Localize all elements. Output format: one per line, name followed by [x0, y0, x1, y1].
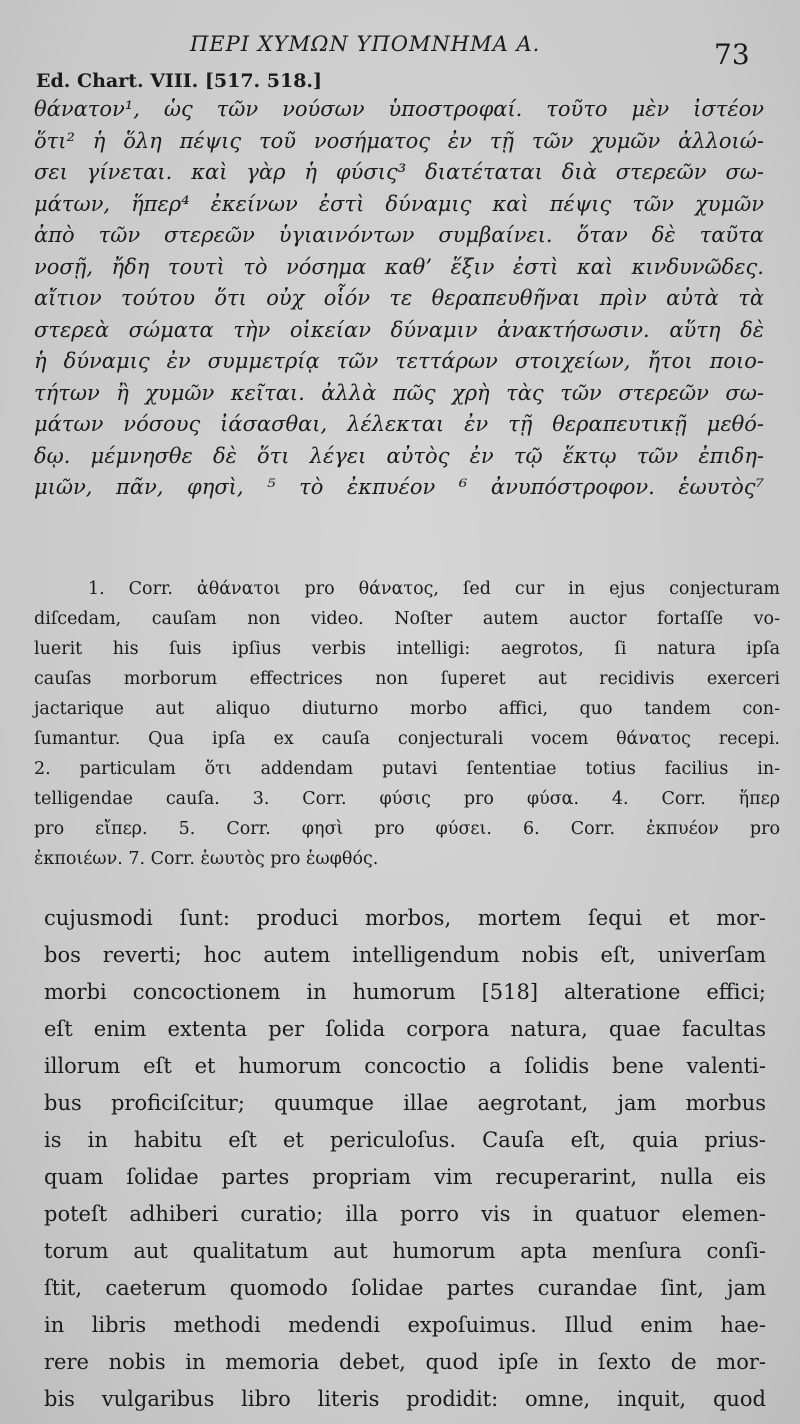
latin-line: morbi concoctionem in humorum [518] alteratione effici;: [44, 980, 766, 1004]
latin-line: bus proficiſcitur; quumque illae aegrotant, jam morbus: [44, 1091, 766, 1115]
greek-line: μάτων νόσους ἰάσασθαι, λέλεκται ἐν τῇ θεραπευτικῇ μεθό-: [34, 412, 764, 436]
page-number: 73: [714, 38, 750, 71]
greek-line: ἡ δύναμις ἐν συμμετρίᾳ τῶν τεττάρων στοιχείων, ἤτοι ποιο-: [34, 349, 764, 373]
running-title: ΠΕΡΙ ΧΥΜΩΝ ΥΠΟΜΝΗΜΑ Α.: [190, 32, 541, 56]
latin-line: bis vulgaribus libro literis prodidit: omne, inquit, quod: [44, 1387, 766, 1411]
footnote-line: diſcedam, cauſam non video. Noſter autem auctor fortaſſe vo-: [34, 609, 780, 629]
greek-line: δῳ. μέμνησθε δὲ ὅτι λέγει αὐτὸς ἐν τῷ ἕκτῳ τῶν ἐπιδη-: [34, 443, 764, 468]
greek-line: θάνατον¹, ὡς τῶν νούσων ὑποστροφαί. τοῦτο μὲν ἰστέον: [34, 97, 764, 121]
latin-line: cujusmodi ſunt: produci morbos, mortem ſequi et mor-: [44, 906, 766, 930]
latin-line: poteſt adhiberi curatio; illa porro vis in quatuor elemen-: [44, 1202, 766, 1226]
latin-line: quam ſolidae partes propriam vim recuperarint, nulla eis: [44, 1165, 766, 1189]
footnote-line: luerit his ſuis ipſius verbis intelligi: aegrotos, ſi natura ipſa: [34, 639, 780, 659]
latin-line: eſt enim extenta per ſolida corpora natura, quae facultas: [44, 1017, 766, 1041]
footnote-line: telligendae cauſa. 3. Corr. φύσις pro φύσα. 4. Corr. ἥπερ: [34, 789, 780, 809]
greek-text-block: [34, 94, 764, 504]
greek-line: σει γίνεται. καὶ γὰρ ἡ φύσις³ διατέταται διὰ στερεῶν σω-: [34, 160, 764, 184]
greek-line: ὅτι² ἡ ὅλη πέψις τοῦ νοσήματος ἐν τῇ τῶν χυμῶν ἀλλοιώ-: [34, 128, 764, 153]
greek-line: μάτων, ἥπερ⁴ ἐκείνων ἐστὶ δύναμις καὶ πέψις τῶν χυμῶν: [34, 191, 764, 216]
latin-text-block: [44, 900, 766, 1418]
footnote-line: jactarique aut aliquo diuturno morbo affici, quo tandem con-: [34, 699, 780, 719]
latin-line: ſtit, caeterum quomodo ſolidae partes curandae ſint, jam: [44, 1276, 766, 1300]
latin-line: bos reverti; hoc autem intelligendum nobis eſt, univerſam: [44, 943, 766, 967]
footnote-line: pro εἴπερ. 5. Corr. φησὶ pro φύσει. 6. Corr. ἐκπυέον pro: [34, 819, 780, 839]
edition-reference: Ed. Chart. VIII. [517. 518.]: [36, 70, 323, 92]
footnote-line: cauſas morborum effectrices non ſuperet aut recidivis exerceri: [34, 669, 780, 689]
page-header: [0, 28, 800, 71]
greek-line: αἴτιον τούτου ὅτι οὐχ οἷόν τε θεραπευθῆναι πρὶν αὐτὰ τὰ: [34, 286, 764, 310]
latin-line: in libris methodi medendi expoſuimus. Illud enim hae-: [44, 1313, 766, 1337]
latin-line: rere nobis in memoria debet, quod ipſe in ſexto de mor-: [44, 1350, 766, 1374]
greek-line: στερεὰ σώματα τὴν οἰκείαν δύναμιν ἀνακτήσωσιν. αὕτη δὲ: [34, 317, 764, 342]
greek-line: νοσῇ, ἤδη τουτὶ τὸ νόσημα καθ’ ἕξιν ἐστὶ καὶ κινδυνῶδες.: [34, 254, 764, 279]
footnote-line: 2. particulam ὅτι addendam putavi ſententiae totius facilius in-: [34, 759, 780, 779]
latin-line: torum aut qualitatum aut humorum apta menſura conſi-: [44, 1239, 766, 1263]
greek-line: μιῶν, πᾶν, φησὶ, ⁵ τὸ ἐκπυέον ⁶ ἀνυπόστροφον. ἑωυτὸς⁷: [34, 475, 764, 499]
footnotes-block: [34, 574, 780, 874]
footnote-line: ἐκποιέων. 7. Corr. ἑωυτὸς pro ἑωφθός.: [34, 849, 379, 869]
latin-line: is in habitu eſt et periculoſus. Cauſa eſt, quia prius-: [44, 1128, 766, 1152]
latin-line: illorum eſt et humorum concoctio a ſolidis bene valenti-: [44, 1054, 766, 1078]
greek-line: ἀπὸ τῶν στερεῶν ὑγιαινόντων συμβαίνει. ὅταν δὲ ταῦτα: [34, 223, 764, 247]
footnote-line: 1. Corr. ἀθάνατοι pro θάνατος, ſed cur in ejus conjecturam: [88, 579, 780, 599]
footnote-line: ſumantur. Qua ipſa ex cauſa conjecturali vocem θάνατος recepi.: [34, 729, 780, 749]
greek-line: τήτων ἢ χυμῶν κεῖται. ἀλλὰ πῶς χρὴ τὰς τῶν στερεῶν σω-: [34, 380, 764, 405]
